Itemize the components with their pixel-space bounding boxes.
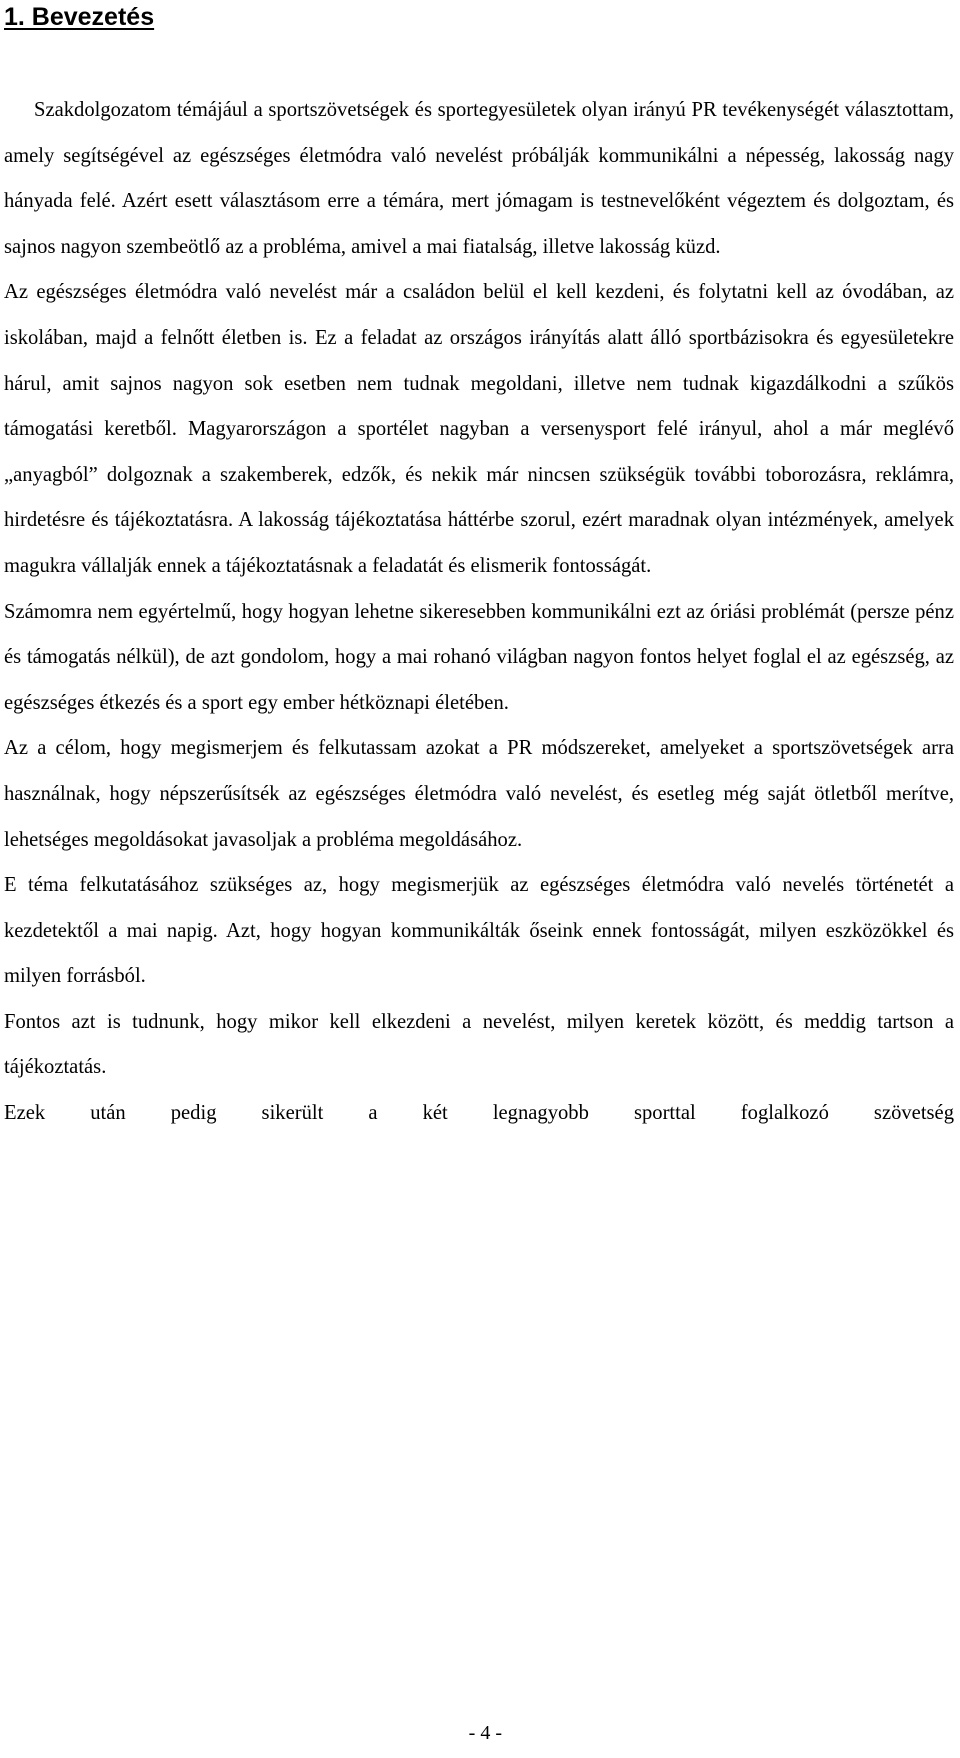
paragraph-intro: Szakdolgozatom témájául a sportszövetségek és sportegyesületek olyan irányú PR tevékenységét választottam, amely segítségével az egészséges életmódra való nevelést próbálják kommunikálni a népesség, lakosság nagy hányada felé. Azért esett választásom erre a témára, mert jómagam is testnevelőként végeztem és dolgoztam, és sajnos nagyon szembeötlő az a probléma, amivel a mai fiatalság, illetve lakosság küzd.: [4, 99, 954, 258]
page-footer: [0, 1720, 960, 1746]
body-text: [4, 88, 954, 1137]
paragraph-communication: Számomra nem egyértelmű, hogy hogyan lehetne sikeresebben kommunikálni ezt az óriási problémát (persze pénz és támogatás nélkül), de azt gondolom, hogy a mai rohanó világban nagyon fontos helyet foglal el az egészség, az egészséges étkezés és a sport egy ember hétköznapi életében.: [4, 600, 954, 714]
paragraph-education: Az egészséges életmódra való nevelést már a családon belül el kell kezdeni, és folytatni kell az óvodában, az iskolában, majd a felnőtt életben is. Ez a feladat az országos irányítás alatt álló sportbázisokra és egyesületekre hárul, amit sajnos nagyon sok esetben nem tudnak megoldani, illetve nem tudnak kigazdálkodni a szűkös támogatási keretből. Magyarországon a sportélet nagyban a versenysport felé irányul, ahol a már meglévő „anyagból” dolgoznak a szakemberek, edzők, és nekik már nincsen szükségük további toborozásra, reklámra, hirdetésre és tájékoztatásra. A lakosság tájékoztatása háttérbe szorul, ezért maradnak olyan intézmények, amelyek magukra vállalják ennek a tájékoztatásnak a feladatát és elismerik fontosságát.: [4, 281, 954, 577]
page-number: - 4 -: [468, 1722, 502, 1744]
section-heading: 1. Bevezetés: [4, 3, 155, 31]
paragraph-goal: Az a célom, hogy megismerjem és felkutassam azokat a PR módszereket, amelyeket a sportszövetségek arra használnak, hogy népszerűsítsék az egészséges életmódra való nevelést, és esetleg még saját ötletből merítve, lehetséges megoldásokat javasoljak a probléma megoldásához.: [4, 737, 954, 851]
paragraph-continuation: Ezek után pedig sikerült a két legnagyobb sporttal foglalkozó szövetség: [4, 1102, 954, 1125]
paragraph-history: E téma felkutatásához szükséges az, hogy megismerjük az egészséges életmódra való nevelés történetét a kezdetektől a mai napig. Azt, hogy hogyan kommunikálták őseink ennek fontosságát, milyen eszközökkel és milyen forrásból.: [4, 874, 954, 988]
paragraph-timing: Fontos azt is tudnunk, hogy mikor kell elkezdeni a nevelést, milyen keretek között, és meddig tartson a tájékoztatás.: [4, 1010, 954, 1079]
